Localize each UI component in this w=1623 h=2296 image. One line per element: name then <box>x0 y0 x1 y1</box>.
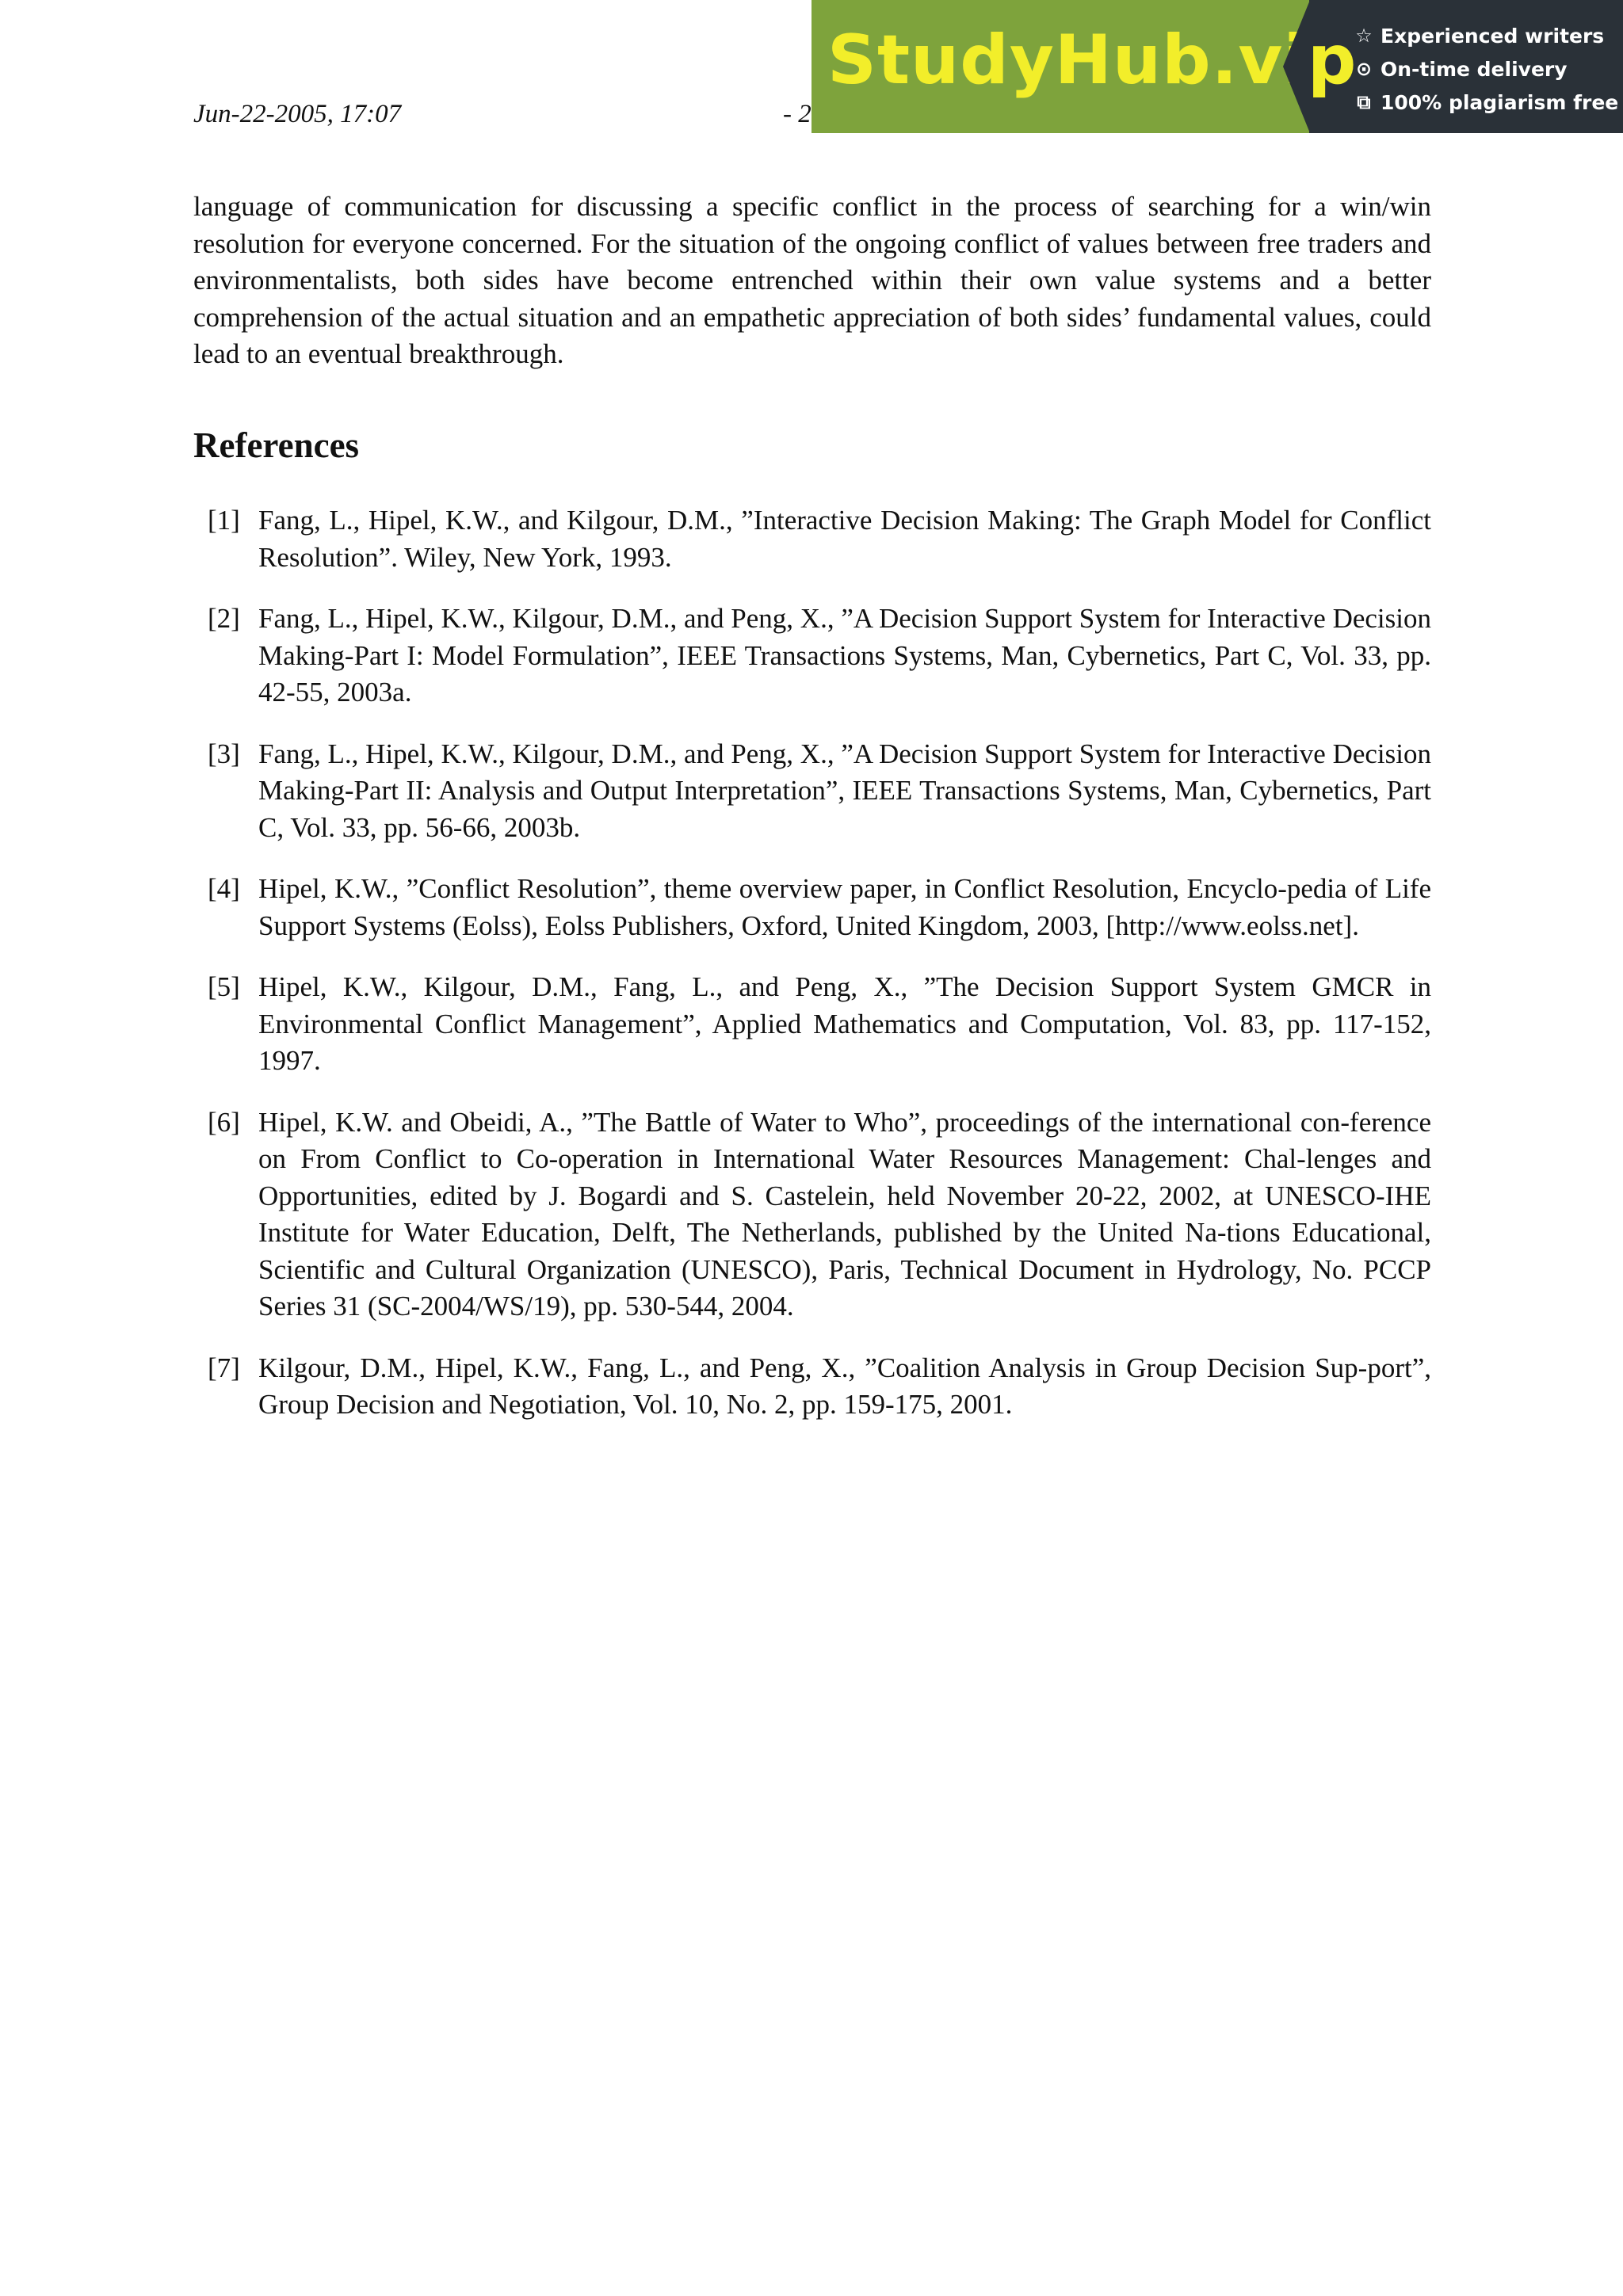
feature-label: Experienced writers <box>1381 24 1605 48</box>
feature-label: 100% plagiarism free <box>1381 90 1619 114</box>
reference-text: Hipel, K.W., ”Conflict Resolution”, theme overview paper, in Conflict Resolution, Encyclo-pedia of Life Support Systems (Eolss), Eolss Publishers, Oxford, United Kingdom, 2003, [http://www.eolss.net]. <box>258 873 1431 941</box>
star-icon: ☆ <box>1355 25 1373 47</box>
header-date: Jun-22-2005, 17:07 <box>193 100 402 128</box>
reference-number: [1] <box>208 505 240 536</box>
reference-list <box>193 502 1431 1448</box>
banner-logo[interactable]: StudyHub.vip <box>827 21 1358 100</box>
reference-item <box>193 502 1431 576</box>
reference-text: Fang, L., Hipel, K.W., Kilgour, D.M., and Peng, X., ”A Decision Support System for Interactive Decision Making-Part II: Analysis and Output Interpretation”, IEEE Transactions Systems, Man, Cybernetics, Part C, Vol. 33, pp. 56-66, 2003b. <box>258 738 1431 843</box>
clock-icon: ⊙ <box>1355 58 1373 80</box>
feature-experienced-writers <box>1354 19 1623 52</box>
feature-label: On-time delivery <box>1381 57 1568 81</box>
reference-number: [4] <box>208 873 240 904</box>
reference-number: [6] <box>208 1106 240 1138</box>
reference-text: Hipel, K.W. and Obeidi, A., ”The Battle of Water to Who”, proceedings of the international con-ference on From Conflict to Co-operation in International Water Resources Management: Chal-lenges and Opportunities, edited by J. Bogardi and S. Castelein, held November 20-22, 2002, at UNESCO-IHE Institute for Water Education, Delft, The Netherlands, published by the United Na-tions Educational, Scientific and Cultural Organization (UNESCO), Paris, Technical Document in Hydrology, No. PCCP Series 31 (SC-2004/WS/19), pp. 530-544, 2004. <box>258 1106 1431 1322</box>
feature-plagiarism-free <box>1354 86 1623 119</box>
reference-item <box>193 1350 1431 1424</box>
reference-number: [7] <box>208 1352 240 1383</box>
page-content <box>193 189 1431 1420</box>
reference-number: [5] <box>208 971 240 1002</box>
banner-brand[interactable] <box>812 0 1358 133</box>
reference-number: [3] <box>208 738 240 769</box>
reference-text: Fang, L., Hipel, K.W., and Kilgour, D.M., ”Interactive Decision Making: The Graph Model for Conflict Resolution”. Wiley, New York, 1993. <box>258 505 1431 573</box>
reference-item <box>193 736 1431 847</box>
reference-text: Kilgour, D.M., Hipel, K.W., Fang, L., and Peng, X., ”Coalition Analysis in Group Decision Sup-port”, Group Decision and Negotiation, Vol. 10, No. 2, pp. 159-175, 2001. <box>258 1352 1431 1420</box>
body-paragraph: language of communication for discussing a specific conflict in the process of searching for a win/win resolution for everyone concerned. For the situation of the ongoing conflict of values between free traders and environmentalists, both sides have become entrenched within their own value systems and a better comprehension of the actual situation and an empathetic appreciation of both sides’ fundamental values, could lead to an eventual breakthrough. <box>193 191 1431 369</box>
reference-text: Hipel, K.W., Kilgour, D.M., Fang, L., and Peng, X., ”The Decision Support System GMCR in Environmental Conflict Management”, Applied Mathematics and Computation, Vol. 83, pp. 117-152, 1997. <box>258 971 1431 1076</box>
reference-item <box>193 871 1431 944</box>
reference-item <box>193 601 1431 711</box>
reference-text: Fang, L., Hipel, K.W., Kilgour, D.M., and Peng, X., ”A Decision Support System for Interactive Decision Making-Part I: Model Formulation”, IEEE Transactions Systems, Man, Cybernetics, Part C, Vol. 33, pp. 42-55, 2003a. <box>258 603 1431 707</box>
reference-number: [2] <box>208 603 240 634</box>
references-heading: References <box>193 425 360 465</box>
header-page-number: - 2 <box>783 100 812 128</box>
studyhub-banner[interactable] <box>812 0 1623 133</box>
copy-icon: ⧉ <box>1357 91 1371 113</box>
feature-on-time-delivery <box>1354 52 1623 86</box>
reference-item <box>193 969 1431 1080</box>
reference-item <box>193 1104 1431 1325</box>
banner-arrow <box>1283 0 1310 133</box>
